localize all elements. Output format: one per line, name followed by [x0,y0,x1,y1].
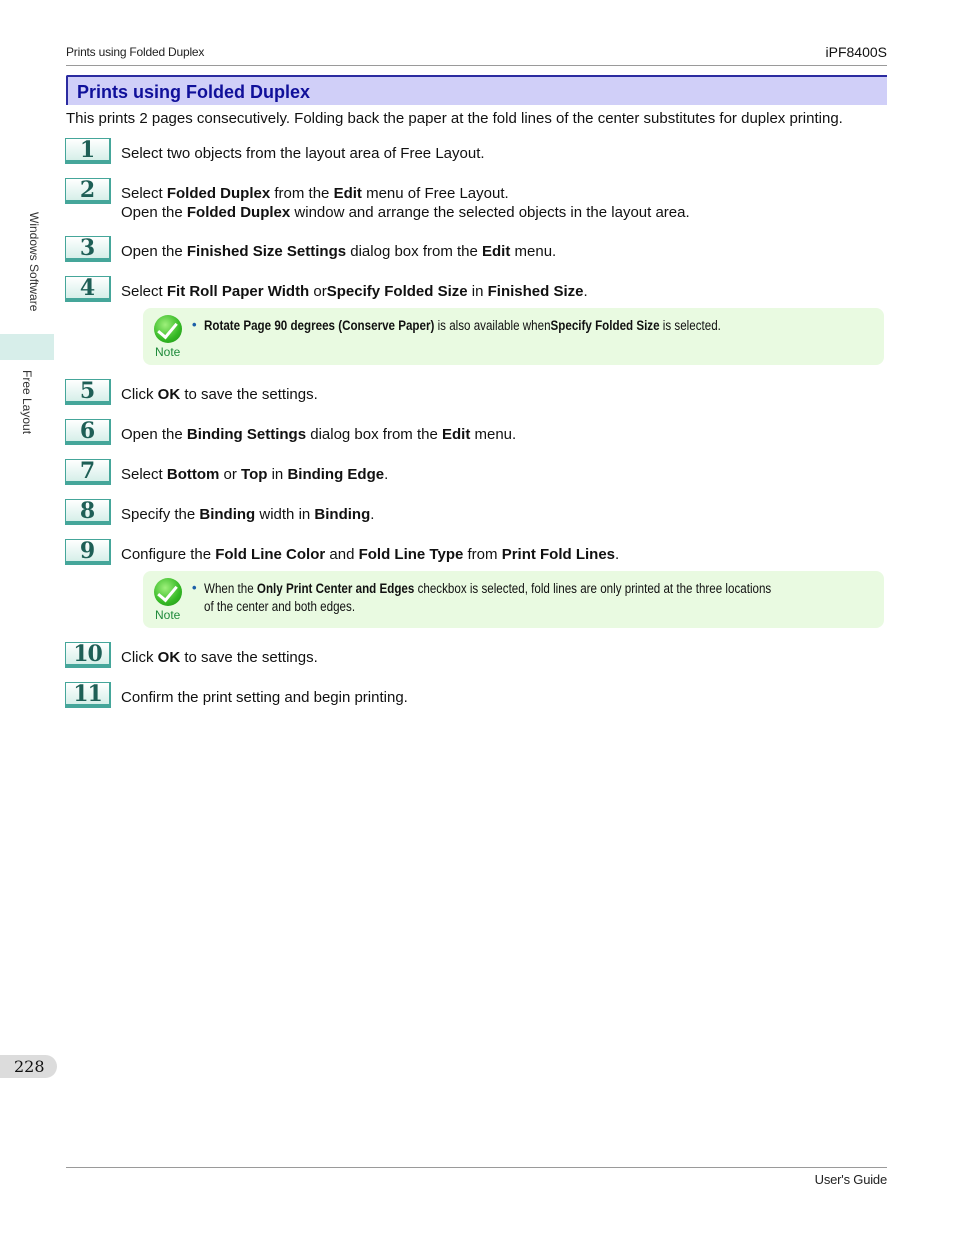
emphasized-term: Print Fold Lines [501,546,616,563]
note-box [143,308,884,365]
emphasized-term: Fold Line Color [215,546,326,563]
step-number: 3 [65,236,111,262]
text-run: Confirm the print setting and begin printing. [121,689,408,706]
text-run: . [583,283,588,300]
text-run: When the [204,581,257,596]
sidebar-chapter-label: Free Layout [20,370,34,435]
step-text [121,144,485,163]
emphasized-term: Binding [314,506,371,523]
emphasized-term: Folded Duplex [186,204,291,221]
emphasized-term: Specify Folded Size [550,318,660,333]
emphasized-term: Binding Settings [186,426,307,443]
step-number: 9 [65,539,111,565]
sidebar-section-label: Windows Software [27,212,41,312]
step-text [121,184,690,222]
step-number: 4 [65,276,111,302]
step-text [121,688,408,707]
text-run: . [370,506,375,523]
text-run: to save the settings. [180,386,318,403]
step-text [121,282,588,301]
step-text [121,385,318,404]
note-text [204,580,772,616]
step-number: 1 [65,138,111,164]
text-run: Open the [121,426,187,443]
note-bullet: • [192,317,197,332]
text-run: window and arrange the selected objects in the layout area. [290,204,690,221]
emphasized-term: Bottom [166,466,220,483]
emphasized-term: Edit [441,426,471,443]
text-run: . [615,546,620,563]
header-rule [66,65,887,66]
sidebar-tab-marker [0,334,54,360]
step-text [121,648,318,667]
running-header-section: Prints using Folded Duplex [66,45,205,59]
note-box [143,571,884,628]
text-run: in [467,283,488,300]
emphasized-term: Edit [333,185,362,202]
emphasized-term: Folded Duplex [166,185,271,202]
text-run: Select [121,283,167,300]
text-run: Specify the [121,506,200,523]
text-run: checkbox is selected, fold lines are only printed at the three locations of the center and both edges. [204,581,772,614]
text-run: dialog box from the [306,426,442,443]
section-title-bar [66,75,887,105]
text-run: Open the [121,204,187,221]
emphasized-term: Only Print Center and Edges [256,581,415,596]
note-text [204,317,772,335]
footer-title: User's Guide [814,1172,887,1187]
emphasized-term: OK [157,649,181,666]
text-run: in [267,466,288,483]
text-run: Select two objects from the layout area of Free Layout. [121,145,485,162]
page-number: 228 [14,1057,45,1076]
step-number: 5 [65,379,111,405]
text-run: menu. [470,426,517,443]
text-run: width in [255,506,315,523]
step-number: 2 [65,178,111,204]
text-run: Select [121,466,167,483]
emphasized-term: OK [157,386,181,403]
step-number: 6 [65,419,111,445]
emphasized-term: Specify Folded Size [326,283,468,300]
text-run: Configure the [121,546,216,563]
step-number: 7 [65,459,111,485]
text-run: dialog box from the [346,243,483,260]
note-check-icon [154,315,182,343]
text-run: menu. [510,243,557,260]
intro-paragraph: This prints 2 pages consecutively. Folding back the paper at the fold lines of the center substitutes for duplex printing. [66,110,843,127]
text-run: or [219,466,242,483]
emphasized-term: Finished Size Settings [186,243,347,260]
text-run: from [463,546,502,563]
emphasized-term: Top [241,466,268,483]
emphasized-term: Binding [199,506,256,523]
text-run: . [384,466,389,483]
running-header-model: iPF8400S [825,44,887,60]
text-run: Open the [121,243,187,260]
text-run: is also available when [434,318,551,333]
text-run: or [309,283,327,300]
section-title: Prints using Folded Duplex [77,82,311,102]
emphasized-term: Finished Size [487,283,584,300]
page-number-tab [0,1055,57,1078]
step-text [121,505,374,524]
text-run: Click [121,649,158,666]
note-label: Note [155,608,181,622]
text-run: Select [121,185,167,202]
step-text [121,545,619,564]
text-run: to save the settings. [180,649,318,666]
emphasized-term: Rotate Page 90 degrees (Conserve Paper) [204,318,435,333]
text-run: from the [270,185,334,202]
emphasized-term: Fold Line Type [358,546,464,563]
step-text [121,465,388,484]
emphasized-term: Edit [482,243,511,260]
text-run: is selected. [659,318,721,333]
step-number: 8 [65,499,111,525]
footer-rule [66,1167,887,1168]
text-run: menu of Free Layout. [361,185,509,202]
emphasized-term: Fit Roll Paper Width [166,283,310,300]
step-number: 10 [65,642,111,668]
step-text [121,425,516,444]
step-text [121,242,556,261]
step-number: 11 [65,682,111,708]
note-bullet: • [192,580,197,595]
note-label: Note [155,345,181,359]
emphasized-term: Binding Edge [287,466,385,483]
text-run: and [325,546,359,563]
text-run: Click [121,386,158,403]
note-check-icon [154,578,182,606]
